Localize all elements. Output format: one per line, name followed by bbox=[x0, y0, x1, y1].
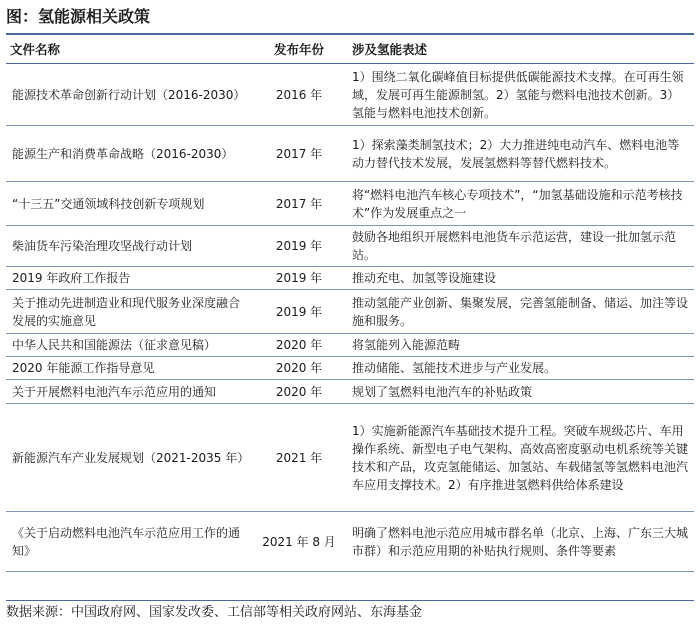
policy-name-cell: 能源生产和消费革命战略（2016-2030） bbox=[6, 126, 250, 182]
table-row bbox=[6, 267, 694, 290]
statement-cell: 推动氢能产业创新、集聚发展，完善氢能制备、储运、加注等设施和服务。 bbox=[348, 290, 694, 334]
year-cell: 2021 年 8 月 bbox=[250, 512, 348, 572]
statement-cell: 明确了燃料电池示范应用城市群名单（北京、上海、广东三大城市群）和示范应用期的补贴执行规则、条件等要素 bbox=[348, 512, 694, 572]
source-divider bbox=[6, 600, 694, 601]
year-cell: 2019 年 bbox=[250, 226, 348, 267]
data-source: 数据来源：中国政府网、国家发改委、工信部等相关政府网站、东海基金 bbox=[6, 605, 423, 620]
policy-name-cell: 能源技术革命创新行动计划（2016-2030） bbox=[6, 64, 250, 126]
table-row bbox=[6, 226, 694, 267]
year-cell: 2017 年 bbox=[250, 126, 348, 182]
table-row bbox=[6, 512, 694, 572]
table-row bbox=[6, 126, 694, 182]
table-row bbox=[6, 182, 694, 226]
policy-name-cell: 2020 年能源工作指导意见 bbox=[6, 357, 250, 380]
year-cell: 2019 年 bbox=[250, 267, 348, 290]
statement-cell: 1）围绕二氧化碳峰值目标提供低碳能源技术支撑。在可再生领域，发展可再生能源制氢。2）氢能与燃料电池技术创新。3）氢能与燃料电池技术创新。 bbox=[348, 64, 694, 126]
statement-cell: 推动储能、氢能技术进步与产业发展。 bbox=[348, 357, 694, 380]
header-hydrogen-statement: 涉及氢能表述 bbox=[348, 36, 694, 64]
statement-cell: 1）实施新能源汽车基础技术提升工程。突破车规级芯片、车用操作系统、新型电子电气架构、高效高密度驱动电机系统等关键技术和产品，攻克氢能储运、加氢站、车载储氢等氢燃料电池汽车应用支撑技术。2）有序推进氢燃料供给体系建设 bbox=[348, 404, 694, 512]
policy-name-cell: 中华人民共和国能源法（征求意见稿） bbox=[6, 334, 250, 357]
policy-name-cell: “十三五”交通领域科技创新专项规划 bbox=[6, 182, 250, 226]
statement-cell: 鼓励各地组织开展燃料电池货车示范运营，建设一批加氢示范站。 bbox=[348, 226, 694, 267]
year-cell: 2020 年 bbox=[250, 380, 348, 404]
year-cell: 2021 年 bbox=[250, 404, 348, 512]
table-row bbox=[6, 334, 694, 357]
policy-name-cell: 新能源汽车产业发展规划（2021-2035 年） bbox=[6, 404, 250, 512]
header-year: 发布年份 bbox=[250, 36, 348, 64]
year-cell: 2020 年 bbox=[250, 357, 348, 380]
figure-title: 图：氢能源相关政策 bbox=[6, 7, 151, 26]
year-cell: 2017 年 bbox=[250, 182, 348, 226]
header-file-name: 文件名称 bbox=[6, 36, 250, 64]
title-divider bbox=[6, 33, 694, 35]
policy-table bbox=[6, 36, 694, 572]
policy-name-cell: 柴油货车污染治理攻坚战行动计划 bbox=[6, 226, 250, 267]
year-cell: 2020 年 bbox=[250, 334, 348, 357]
year-cell: 2016 年 bbox=[250, 64, 348, 126]
policy-name-cell: 关于推动先进制造业和现代服务业深度融合发展的实施意见 bbox=[6, 290, 250, 334]
table-row bbox=[6, 357, 694, 380]
policy-name-cell: 2019 年政府工作报告 bbox=[6, 267, 250, 290]
table-row bbox=[6, 380, 694, 404]
table-header-row bbox=[6, 36, 694, 64]
table-row bbox=[6, 290, 694, 334]
year-cell: 2019 年 bbox=[250, 290, 348, 334]
statement-cell: 将氢能列入能源范畴 bbox=[348, 334, 694, 357]
table-row bbox=[6, 64, 694, 126]
policy-name-cell: 《关于启动燃料电池汽车示范应用工作的通知》 bbox=[6, 512, 250, 572]
statement-cell: 将“燃料电池汽车核心专项技术”，“加氢基础设施和示范考核技术”作为发展重点之一 bbox=[348, 182, 694, 226]
statement-cell: 规划了氢燃料电池汽车的补贴政策 bbox=[348, 380, 694, 404]
statement-cell: 1）探索藻类制氢技术；2）大力推进纯电动汽车、燃料电池等动力替代技术发展，发展氢燃料等替代燃料技术。 bbox=[348, 126, 694, 182]
table-row bbox=[6, 404, 694, 512]
policy-name-cell: 关于开展燃料电池汽车示范应用的通知 bbox=[6, 380, 250, 404]
statement-cell: 推动充电、加氢等设施建设 bbox=[348, 267, 694, 290]
